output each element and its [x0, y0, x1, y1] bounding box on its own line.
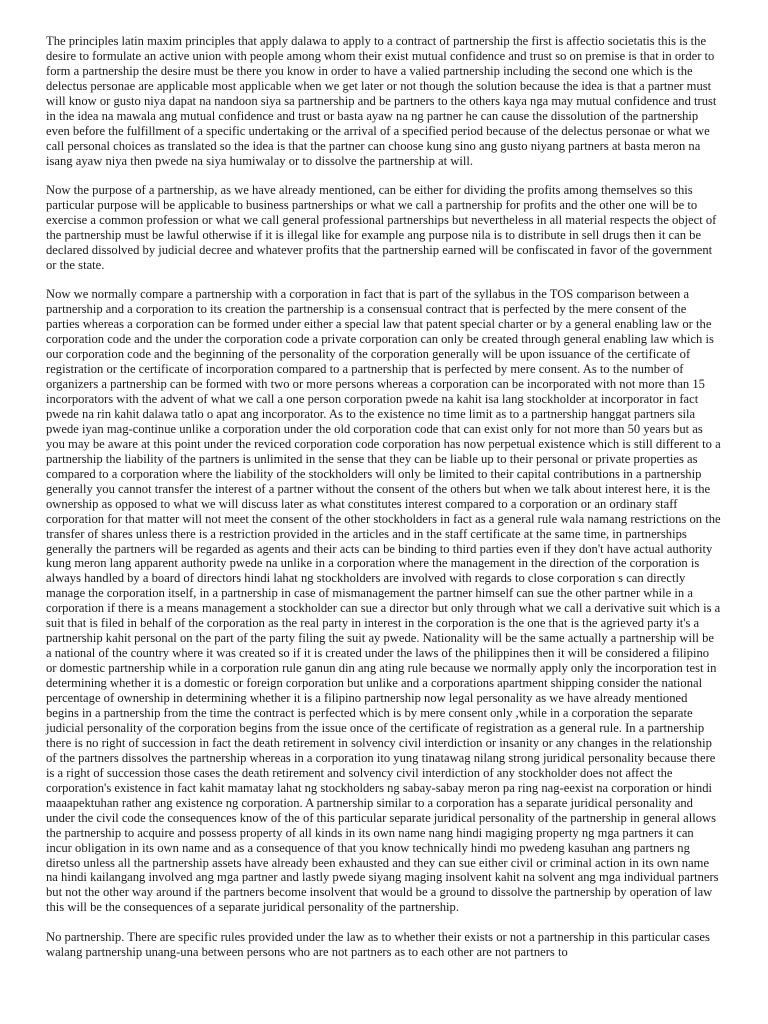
paragraph-no-partnership: No partnership. There are specific rules provided under the law as to whether their exists or not a partnership in this particular cases walang partnership unang-una between persons who are not partners as to each other are not partners to: [46, 929, 710, 959]
paragraph-comparison: Now we normally compare a partnership with a corporation in fact that is part of the syllabus in the TOS comparison between a partnership and a corporation to its creation the partnership is a consensual contract that is perfected by the mere consent of the parties whereas a corporation can be formed under either a special law that patent special charter or by a general enabling law or the corporation code and the under the corporation code a private corporation can only be created through general enabling law which is our corporation code and the beginning of the personality of the corporation generally will be upon issuance of the certificate of registration or the certificate of incorporation compared to a partnership that is perfected by mere consent. As to the number of organizers a partnership can be formed with two or more persons whereas a corporation can be incorporated with not more than 15 incorporators with the advent of what we call a one person corporation pwede na kahit isa lang stockholder at incorporator in fact pwede na rin kahit dalawa tatlo o apat ang incorporator. As to the existence no time limit as to a partnership hanggat partners sila pwede iyan mag-continue unlike a corporation under the old corporation code that can exist only for not more than 50 years but as you may be aware at this point under the reviced corporation code corporation has now perpetual existence which is still different to a partnership the liability of the partners is unlimited in the sense that they can be liable up to their personal or private properties as compared to a corporation where the liability of the stockholders will only be limited to their capital contributions in a partnership generally you cannot transfer the interest of a partner without the consent of the others but when we talk about interest here, it is the ownership as opposed to what we will discuss later as what constitutes interest compared to a corporation or an ordinary staff corporation for that matter will not meet the consent of the other stockholders in fact as a general rule wala namang restrictions on the transfer of shares unless there is a restriction provided in the articles and in the staff certificate at the same time, in partnerships generally the partners will be regarded as agents and their acts can be binding to third parties even if they don't have actual authority kung meron lang apparent authority pwede na unlike in a corporation where the management in the direction of the corporation is always handled by a board of directors hindi lahat ng stockholders are involved with regards to close corporation s can directly manage the corporation itself, in a partnership in case of mismanagement the partner himself can sue the other partner while in a corporation if there is a means management a stockholder can sue a director but only through what we call a derivative suit which is a suit that is filed in behalf of the corporation as the real party in interest in the corporation is the one that is the agrieved party it's a partnership kahit personal on the part of the party filing the suit ay pwede. Nationality will be the same actually a partnership will be a national of the country where it was created so if it is created under the laws of the philippines then it will be considered a filipino or domestic partnership while in a corporation rule ganun din ang ating rule because we normally apply only the incorporation test in determining whether it is a domestic or foreign corporation but unlike and a corporations apartment shipping consider the national percentage of ownership in determining whether it is a filipino partnership now legal personality as we have already mentioned begins in a partnership from the time the contract is perfected which is by mere consent only ,while in a corporation the separate judicial personality of the corporation begins from the issue once of the certificate of registration as a general rule. In a partnership there is no right of succession in fact the death retirement in solvency civil interdiction or insanity or any changes in the relationship of the partners dissolves the partnership whereas in a corporation ito yung tinatawag nilang strong juridical personality because there is a right of succession those cases the death retirement and solvency civil interdiction of any stockholder does not affect the corporation's existence in fact kahit mamatay lahat ng stockholders ng sabay-sabay meron pa ring nag-eexist na corporation or hindi maaapektuhan rather ang existence ng corporation. A partnership similar to a corporation has a separate juridical personality and under the civil code the consequences know of the of this particular separate juridical personality of the partnership in general allows the partnership to acquire and possess property of all kinds in its own name nang hindi magiging property ng mga partners it can incur obligation in its own name and as a consequence of that you know technically hindi mo pwedeng kasuhan ang partners ng diretso unless all the partnership assets have already been exhausted and they can sue either civil or criminal action in its own name na hindi kailangang involved ang mga partner and lastly pwede siyang maging insolvent kahit na solvent ang mga individual partners but not the other way around if the partners become insolvent that would be a ground to dissolve the partnership by operation of law this will be the consequences of a separate juridical personality of the partnership.: [46, 287, 721, 915]
paragraph-purpose: Now the purpose of a partnership, as we have already mentioned, can be either for dividing the profits among themselves so this particular purpose will be applicable to business partnerships or what we call a partnership for profits and the other one will be to exercise a common profession or what we call general professional partnerships but nevertheless in all material respects the object of the partnership must be lawful otherwise if it is illegal like for example ang purpose nila is to distribute in sell drugs then it can be declared dissolved by judicial decree and whatever profits that the partnership earned will be confiscated in favor of the government or the state.: [46, 183, 717, 272]
paragraph-principles: The principles latin maxim principles that apply dalawa to apply to a contract of partnership the first is affectio societatis this is the desire to formulate an active union with people among whom their exist mutual confidence and trust so on premise is that in order to form a partnership the desire must be there you know in order to have a valied partnership including the second one which is the delectus personae are applicable most applicable when we get later or not though the solution because the idea is that a partner must will know or gusto niya dapat na nandoon siya sa partnership and be partners to the others kaya nga may mutual confidence and trust in the idea na mawala ang mutual confidence and trust or basta ayaw na ng partner he can cause the dissolution of the partnership even before the fulfillment of a specific undertaking or the arrival of a specified period because of the delectus personae or what we call personal choices as translated so the idea is that the partner can choose kung sino ang gusto niyang partners at basta meron na isang ayaw niya then pwede na siya humiwalay or to dissolve the partnership at will.: [46, 34, 717, 168]
